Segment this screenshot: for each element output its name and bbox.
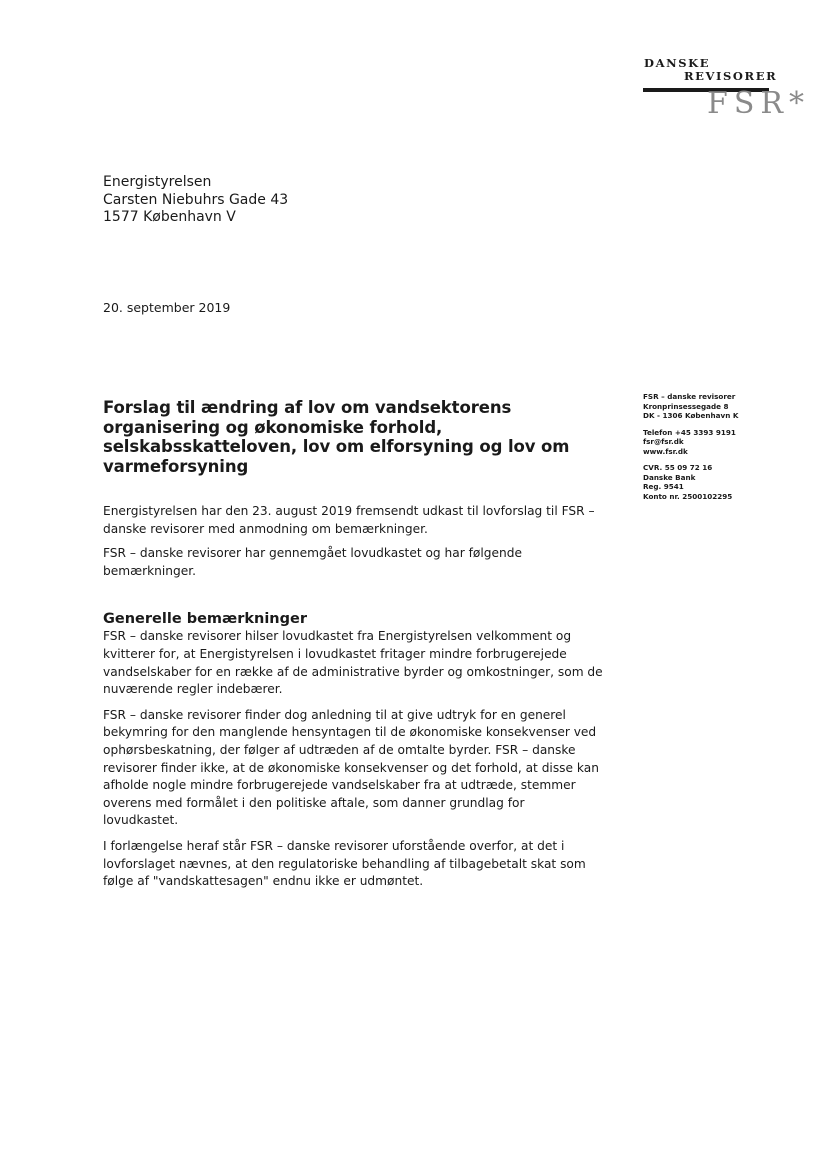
sender-street: Kronprinsessegade 8 xyxy=(643,401,729,411)
sender-bank: Danske Bank xyxy=(643,472,696,482)
sender-cvr: CVR. 55 09 72 16 xyxy=(643,463,713,472)
sender-email: fsr@fsr.dk xyxy=(643,437,684,446)
logo-line-revisorer: REVISORER xyxy=(684,69,778,83)
sender-phone: Telefon +45 3393 9191 xyxy=(643,427,736,437)
sender-contact-block xyxy=(643,392,773,508)
logo-mark-fsr: FSR* xyxy=(707,86,810,121)
recipient-city: 1577 København V xyxy=(103,209,236,225)
sender-city: DK - 1306 København K xyxy=(643,411,739,420)
intro-paragraph-2: FSR – danske revisorer har gennemgået lovudkastet og har følgende bemærkninger. xyxy=(103,546,522,578)
sender-konto: Konto nr. 2500102295 xyxy=(643,491,733,501)
body-paragraph-3: I forlængelse heraf står FSR – danske revisorer uforstående overfor, at det i lovforslaget nævnes, at den regulatoriske behandling af tilbagebetalt skat som følge af "vandskattesagen" endnu ikke er udmøntet. xyxy=(103,838,586,889)
fsr-logo xyxy=(643,56,810,121)
letter-title: Forslag til ændring af lov om vandsektorens organisering og økonomiske forhold, selskabsskatteloven, lov om elforsyning og lov om varmeforsyning xyxy=(103,398,570,476)
sender-address-group xyxy=(643,392,773,421)
sender-reg: Reg. 9541 xyxy=(643,482,684,491)
recipient-name: Energistyrelsen xyxy=(103,174,212,190)
sender-web: www.fsr.dk xyxy=(643,446,688,456)
section-heading: Generelle bemærkninger xyxy=(103,611,307,628)
body-paragraph-1: FSR – danske revisorer hilser lovudkastet fra Energistyrelsen velkomment og kvitterer for, at Energistyrelsen i lovudkastet fritager mindre forbrugerejede vandselskaber for en række af de administrative byrder og omkostninger, som de nuværende regler indebærer. xyxy=(103,629,603,697)
letter-date: 20. september 2019 xyxy=(103,300,231,315)
body-paragraph-2: FSR – danske revisorer finder dog anledning til at give udtryk for en generel bekymring for den manglende hensyntagen til de økonomiske konsekvenser ved ophørsbeskatning, der følger af udtræden af de omtalte byrder. FSR – danske revisorer finder ikke, at de økonomiske konsekvenser og det forhold, at disse kan afholde nogle mindre forbrugerejede vandselskaber fra at udtræde, stemmer overens med formålet i den politiske aftale, som danner grundlag for lovudkastet. xyxy=(103,707,599,828)
sender-org: FSR – danske revisorer xyxy=(643,392,736,401)
recipient-street: Carsten Niebuhrs Gade 43 xyxy=(103,191,289,208)
recipient-address xyxy=(103,174,288,227)
letter-body xyxy=(103,398,603,891)
sender-bank-group xyxy=(643,463,773,501)
logo-line-danske: DANSKE xyxy=(644,56,711,70)
sender-contact-group xyxy=(643,428,773,457)
intro-paragraph-1: Energistyrelsen har den 23. august 2019 fremsendt udkast til lovforslag til FSR – danske revisorer med anmodning om bemærkninger. xyxy=(103,504,595,536)
